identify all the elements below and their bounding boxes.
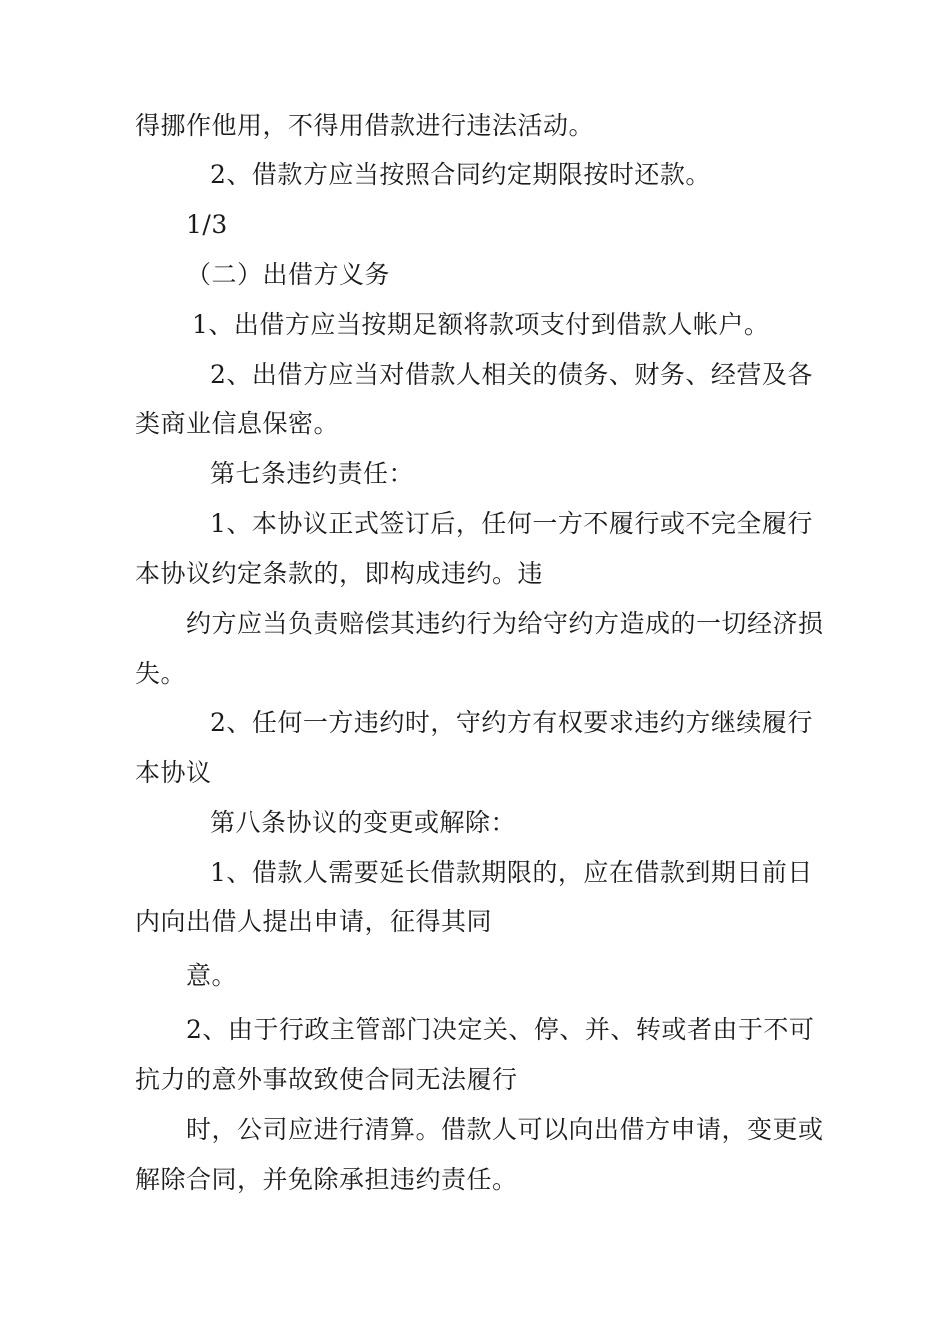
text-line: 解除合同，并免除承担违约责任。 bbox=[135, 1165, 518, 1194]
text-line: 约方应当负责赔偿其违约行为给守约方造成的一切经济损 bbox=[186, 609, 824, 638]
text-line: 2、任何一方违约时，守约方有权要求违约方继续履行 bbox=[210, 708, 813, 737]
text-line: 抗力的意外事故致使合同无法履行 bbox=[135, 1065, 518, 1094]
text-line: 1、出借方应当按期足额将款项支付到借款人帐户。 bbox=[192, 310, 770, 339]
text-line: 1、本协议正式签订后，任何一方不履行或不完全履行 bbox=[210, 509, 813, 538]
text-line: 2、由于行政主管部门决定关、停、并、转或者由于不可 bbox=[186, 1015, 815, 1044]
article-heading: 第七条违约责任： bbox=[210, 459, 415, 488]
page-number: 1/3 bbox=[186, 210, 228, 239]
text-line: 1、借款人需要延长借款期限的，应在借款到期日前日 bbox=[210, 858, 813, 887]
article-heading: 第八条协议的变更或解除： bbox=[210, 808, 517, 837]
text-line: 本协议 bbox=[135, 758, 212, 787]
text-line: 本协议约定条款的，即构成违约。违 bbox=[135, 559, 544, 588]
text-line: 类商业信息保密。 bbox=[135, 409, 340, 438]
text-line: 时，公司应进行清算。借款人可以向出借方申请，变更或 bbox=[186, 1115, 824, 1144]
text-line: 得挪作他用，不得用借款进行违法活动。 bbox=[135, 111, 595, 140]
text-line: 2、出借方应当对借款人相关的债务、财务、经营及各 bbox=[210, 360, 813, 389]
text-line: 失。 bbox=[135, 659, 187, 688]
text-line: 2、借款方应当按照合同约定期限按时还款。 bbox=[210, 160, 711, 189]
section-heading: （二）出借方义务 bbox=[186, 260, 391, 289]
text-line: 意。 bbox=[186, 961, 238, 990]
text-line: 内向出借人提出申请，征得其同 bbox=[135, 907, 493, 936]
